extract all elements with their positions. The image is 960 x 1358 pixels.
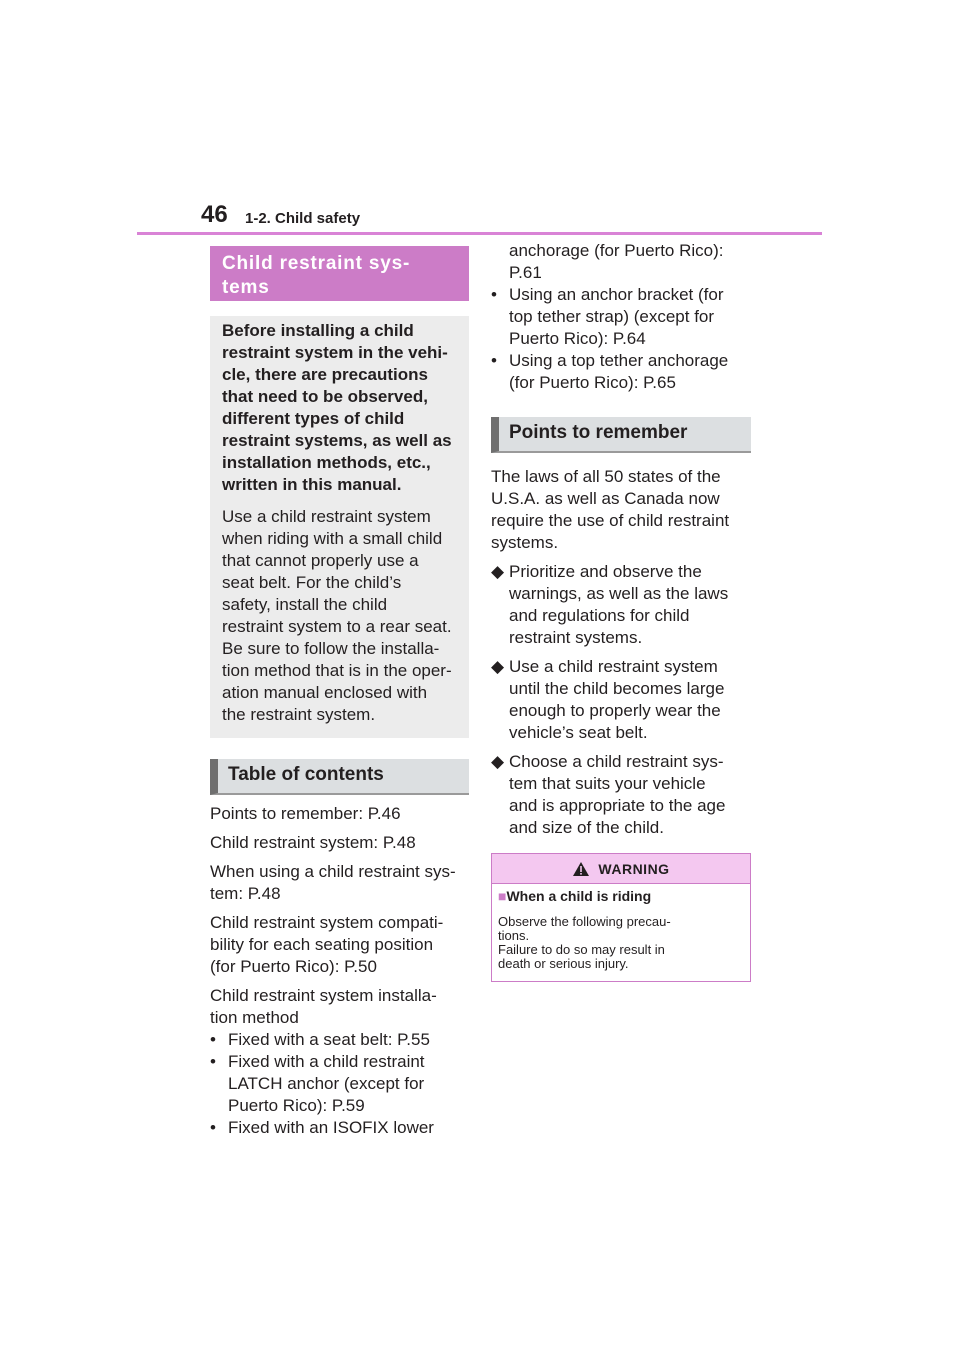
intro-bold-line: different types of child <box>222 409 405 428</box>
continued-line: P.61 <box>509 263 542 282</box>
points-item-line: tem that suits your vehicle <box>509 774 706 793</box>
intro-bold-line: installation methods, etc., <box>222 453 431 472</box>
install-heading <box>210 985 469 1029</box>
left-column <box>210 246 469 1139</box>
install-item-line: Fixed with a child restraint <box>228 1052 425 1071</box>
intro-body-line: that cannot properly use a <box>222 551 419 570</box>
toc-entry <box>210 861 469 905</box>
diamond-bullet-icon: ◆ <box>491 562 505 581</box>
continued-items <box>491 284 751 394</box>
chapter-heading-text: tems <box>222 277 270 298</box>
continued-text <box>491 240 751 284</box>
points-item <box>491 561 751 649</box>
chapter-heading <box>210 246 469 301</box>
bullet-icon: • <box>210 1030 216 1049</box>
points-intro-line: systems. <box>491 533 559 552</box>
intro-body-line: seat belt. For the child’s <box>222 573 402 592</box>
diamond-bullet-icon: ◆ <box>491 657 505 676</box>
intro-body-line: Use a child restraint system <box>222 507 431 526</box>
points-item-line: restraint systems. <box>509 628 643 647</box>
install-heading-line: tion method <box>210 1008 299 1027</box>
warning-icon <box>572 861 590 877</box>
intro-box <box>210 316 469 738</box>
points-item-line: vehicle’s seat belt. <box>509 723 648 742</box>
points-item-line: and regulations for child <box>509 606 690 625</box>
intro-body-line: restraint system to a rear seat. <box>222 617 452 636</box>
intro-bold-line: restraint system in the vehi- <box>222 343 448 362</box>
points-item-line: Prioritize and observe the <box>509 562 702 581</box>
intro-body <box>222 506 457 726</box>
bullet-icon: • <box>491 285 497 304</box>
warning-box <box>491 853 751 982</box>
intro-body-line: the restraint system. <box>222 705 376 724</box>
warning-text-line: tions. <box>498 928 530 943</box>
install-heading-line: Child restraint system installa- <box>210 986 437 1005</box>
points-list <box>491 561 751 839</box>
install-item-line: Fixed with an ISOFIX lower <box>228 1118 434 1137</box>
install-item-line: Fixed with a seat belt: P.55 <box>228 1030 430 1049</box>
intro-bold-line: Before installing a child <box>222 321 414 340</box>
points-intro-line: U.S.A. as well as Canada now <box>491 489 720 508</box>
bullet-icon: • <box>210 1118 216 1137</box>
warning-text-line: Failure to do so may result in <box>498 942 665 957</box>
toc-entry <box>210 803 469 825</box>
points-item-line: warnings, as well as the laws <box>509 584 729 603</box>
points-item <box>491 656 751 744</box>
points-item-line: and size of the child. <box>509 818 664 837</box>
chapter-heading-text: Child restraint sys- <box>222 253 411 274</box>
install-item <box>491 350 751 394</box>
intro-bold-line: that need to be observed, <box>222 387 428 406</box>
warning-subheading <box>498 888 744 905</box>
points-item-line: enough to properly wear the <box>509 701 721 720</box>
warning-subheading-text: When a child is riding <box>506 888 652 904</box>
warning-body <box>492 884 750 981</box>
install-item-line: Using a top tether anchorage <box>509 351 729 370</box>
toc-entry-line: Points to remember: P.46 <box>210 804 401 823</box>
toc-entry-line: bility for each seating position <box>210 935 434 954</box>
warning-text <box>498 915 744 971</box>
intro-body-line: ation manual enclosed with <box>222 683 428 702</box>
intro-body-line: tion method that is in the oper- <box>222 661 452 680</box>
intro-bold-line: restraint systems, as well as <box>222 431 452 450</box>
warning-text-line: Observe the following precau- <box>498 914 671 929</box>
bullet-icon: • <box>491 351 497 370</box>
install-item-line: LATCH anchor (except for <box>228 1074 425 1093</box>
chapter-heading-line <box>222 252 457 300</box>
points-heading: Points to remember <box>491 417 751 453</box>
intro-body-line: safety, install the child <box>222 595 388 614</box>
continued-line: anchorage (for Puerto Rico): <box>509 241 724 260</box>
intro-bold-line: cle, there are precautions <box>222 365 428 384</box>
install-item <box>210 1117 469 1139</box>
intro-bold <box>222 320 457 496</box>
points-intro-line: The laws of all 50 states of the <box>491 467 721 486</box>
install-item-line: Puerto Rico): P.64 <box>509 329 646 348</box>
square-bullet-icon: ■ <box>498 888 507 904</box>
warning-label: WARNING <box>598 860 670 877</box>
points-item-line: Choose a child restraint sys- <box>509 752 724 771</box>
toc-heading: Table of contents <box>210 759 469 795</box>
points-item-line: and is appropriate to the age <box>509 796 726 815</box>
points-intro <box>491 466 751 554</box>
diamond-bullet-icon: ◆ <box>491 752 505 771</box>
warning-text-line: death or serious injury. <box>498 956 629 971</box>
toc-entry-line: Child restraint system: P.48 <box>210 833 416 852</box>
install-item <box>210 1029 469 1051</box>
install-method <box>210 985 469 1139</box>
page-number: 46 <box>201 201 228 228</box>
right-column <box>491 240 751 982</box>
section-title: 1-2. Child safety <box>245 210 361 227</box>
bullet-icon: • <box>210 1052 216 1071</box>
warning-header <box>492 854 750 884</box>
header-rule <box>137 232 822 235</box>
toc-entry-line: When using a child restraint sys- <box>210 862 456 881</box>
points-item-line: Use a child restraint system <box>509 657 718 676</box>
points-intro-line: require the use of child restraint <box>491 511 730 530</box>
points-item <box>491 751 751 839</box>
install-item <box>491 284 751 350</box>
toc-list <box>210 803 469 978</box>
install-item-line: Using an anchor bracket (for <box>509 285 724 304</box>
toc-entry-line: (for Puerto Rico): P.50 <box>210 957 377 976</box>
install-item <box>210 1051 469 1117</box>
intro-body-line: Be sure to follow the installa- <box>222 639 440 658</box>
points-item-line: until the child becomes large <box>509 679 725 698</box>
install-item-line: top tether strap) (except for <box>509 307 715 326</box>
install-item-line: (for Puerto Rico): P.65 <box>509 373 676 392</box>
intro-body-line: when riding with a small child <box>222 529 443 548</box>
toc-entry <box>210 832 469 854</box>
intro-bold-line: written in this manual. <box>222 475 402 494</box>
toc-entry-line: Child restraint system compati- <box>210 913 444 932</box>
toc-entry <box>210 912 469 978</box>
install-item-line: Puerto Rico): P.59 <box>228 1096 365 1115</box>
toc-entry-line: tem: P.48 <box>210 884 281 903</box>
